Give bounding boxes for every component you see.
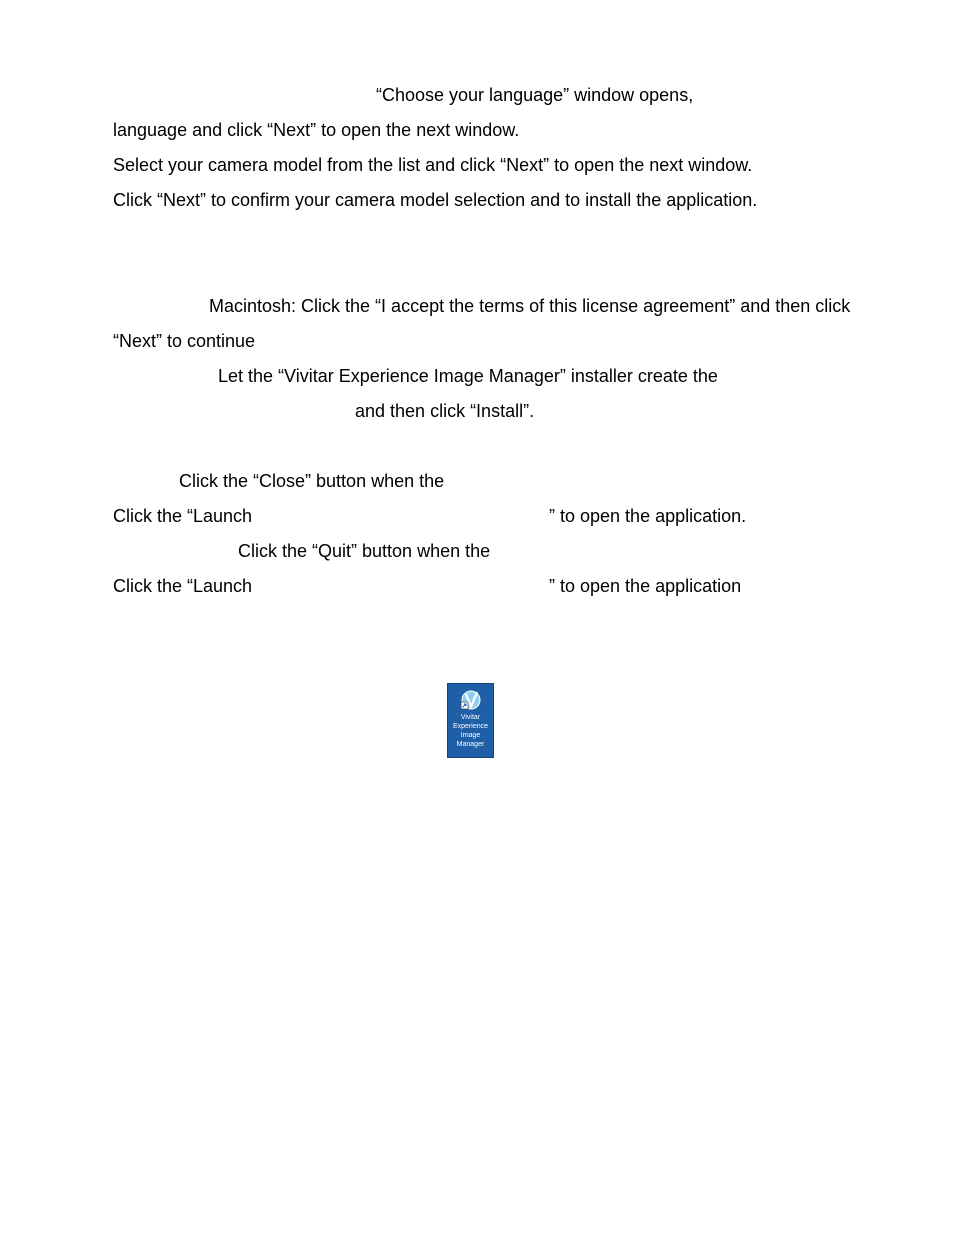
icon-caption: Vivitar Experience Image Manager xyxy=(452,714,489,748)
choose-language-text: “Choose your language” window opens, xyxy=(376,85,694,105)
open-application-text-1: ” to open the application. xyxy=(549,506,747,526)
vivitar-logo-icon xyxy=(448,684,493,714)
next-continue-text: “Next” to continue xyxy=(113,331,256,351)
vivitar-app-icon[interactable] xyxy=(447,683,494,758)
launch-text-2: Click the “Launch xyxy=(113,576,253,596)
close-button-text: Click the “Close” button when the xyxy=(179,471,445,491)
select-camera-text: Select your camera model from the list and click “Next” to open the next window. xyxy=(113,155,753,175)
click-install-text: and then click “Install”. xyxy=(355,401,535,421)
open-application-text-2: ” to open the application xyxy=(549,576,742,596)
launch-text-1: Click the “Launch xyxy=(113,506,253,526)
language-next-text: language and click “Next” to open the next window. xyxy=(113,120,520,140)
macintosh-license-text: Macintosh: Click the “I accept the terms of this license agreement” and then click xyxy=(209,296,851,316)
confirm-camera-text: Click “Next” to confirm your camera model selection and to install the application. xyxy=(113,190,758,210)
installer-create-text: Let the “Vivitar Experience Image Manager” installer create the xyxy=(218,366,718,386)
quit-button-text: Click the “Quit” button when the xyxy=(238,541,491,561)
